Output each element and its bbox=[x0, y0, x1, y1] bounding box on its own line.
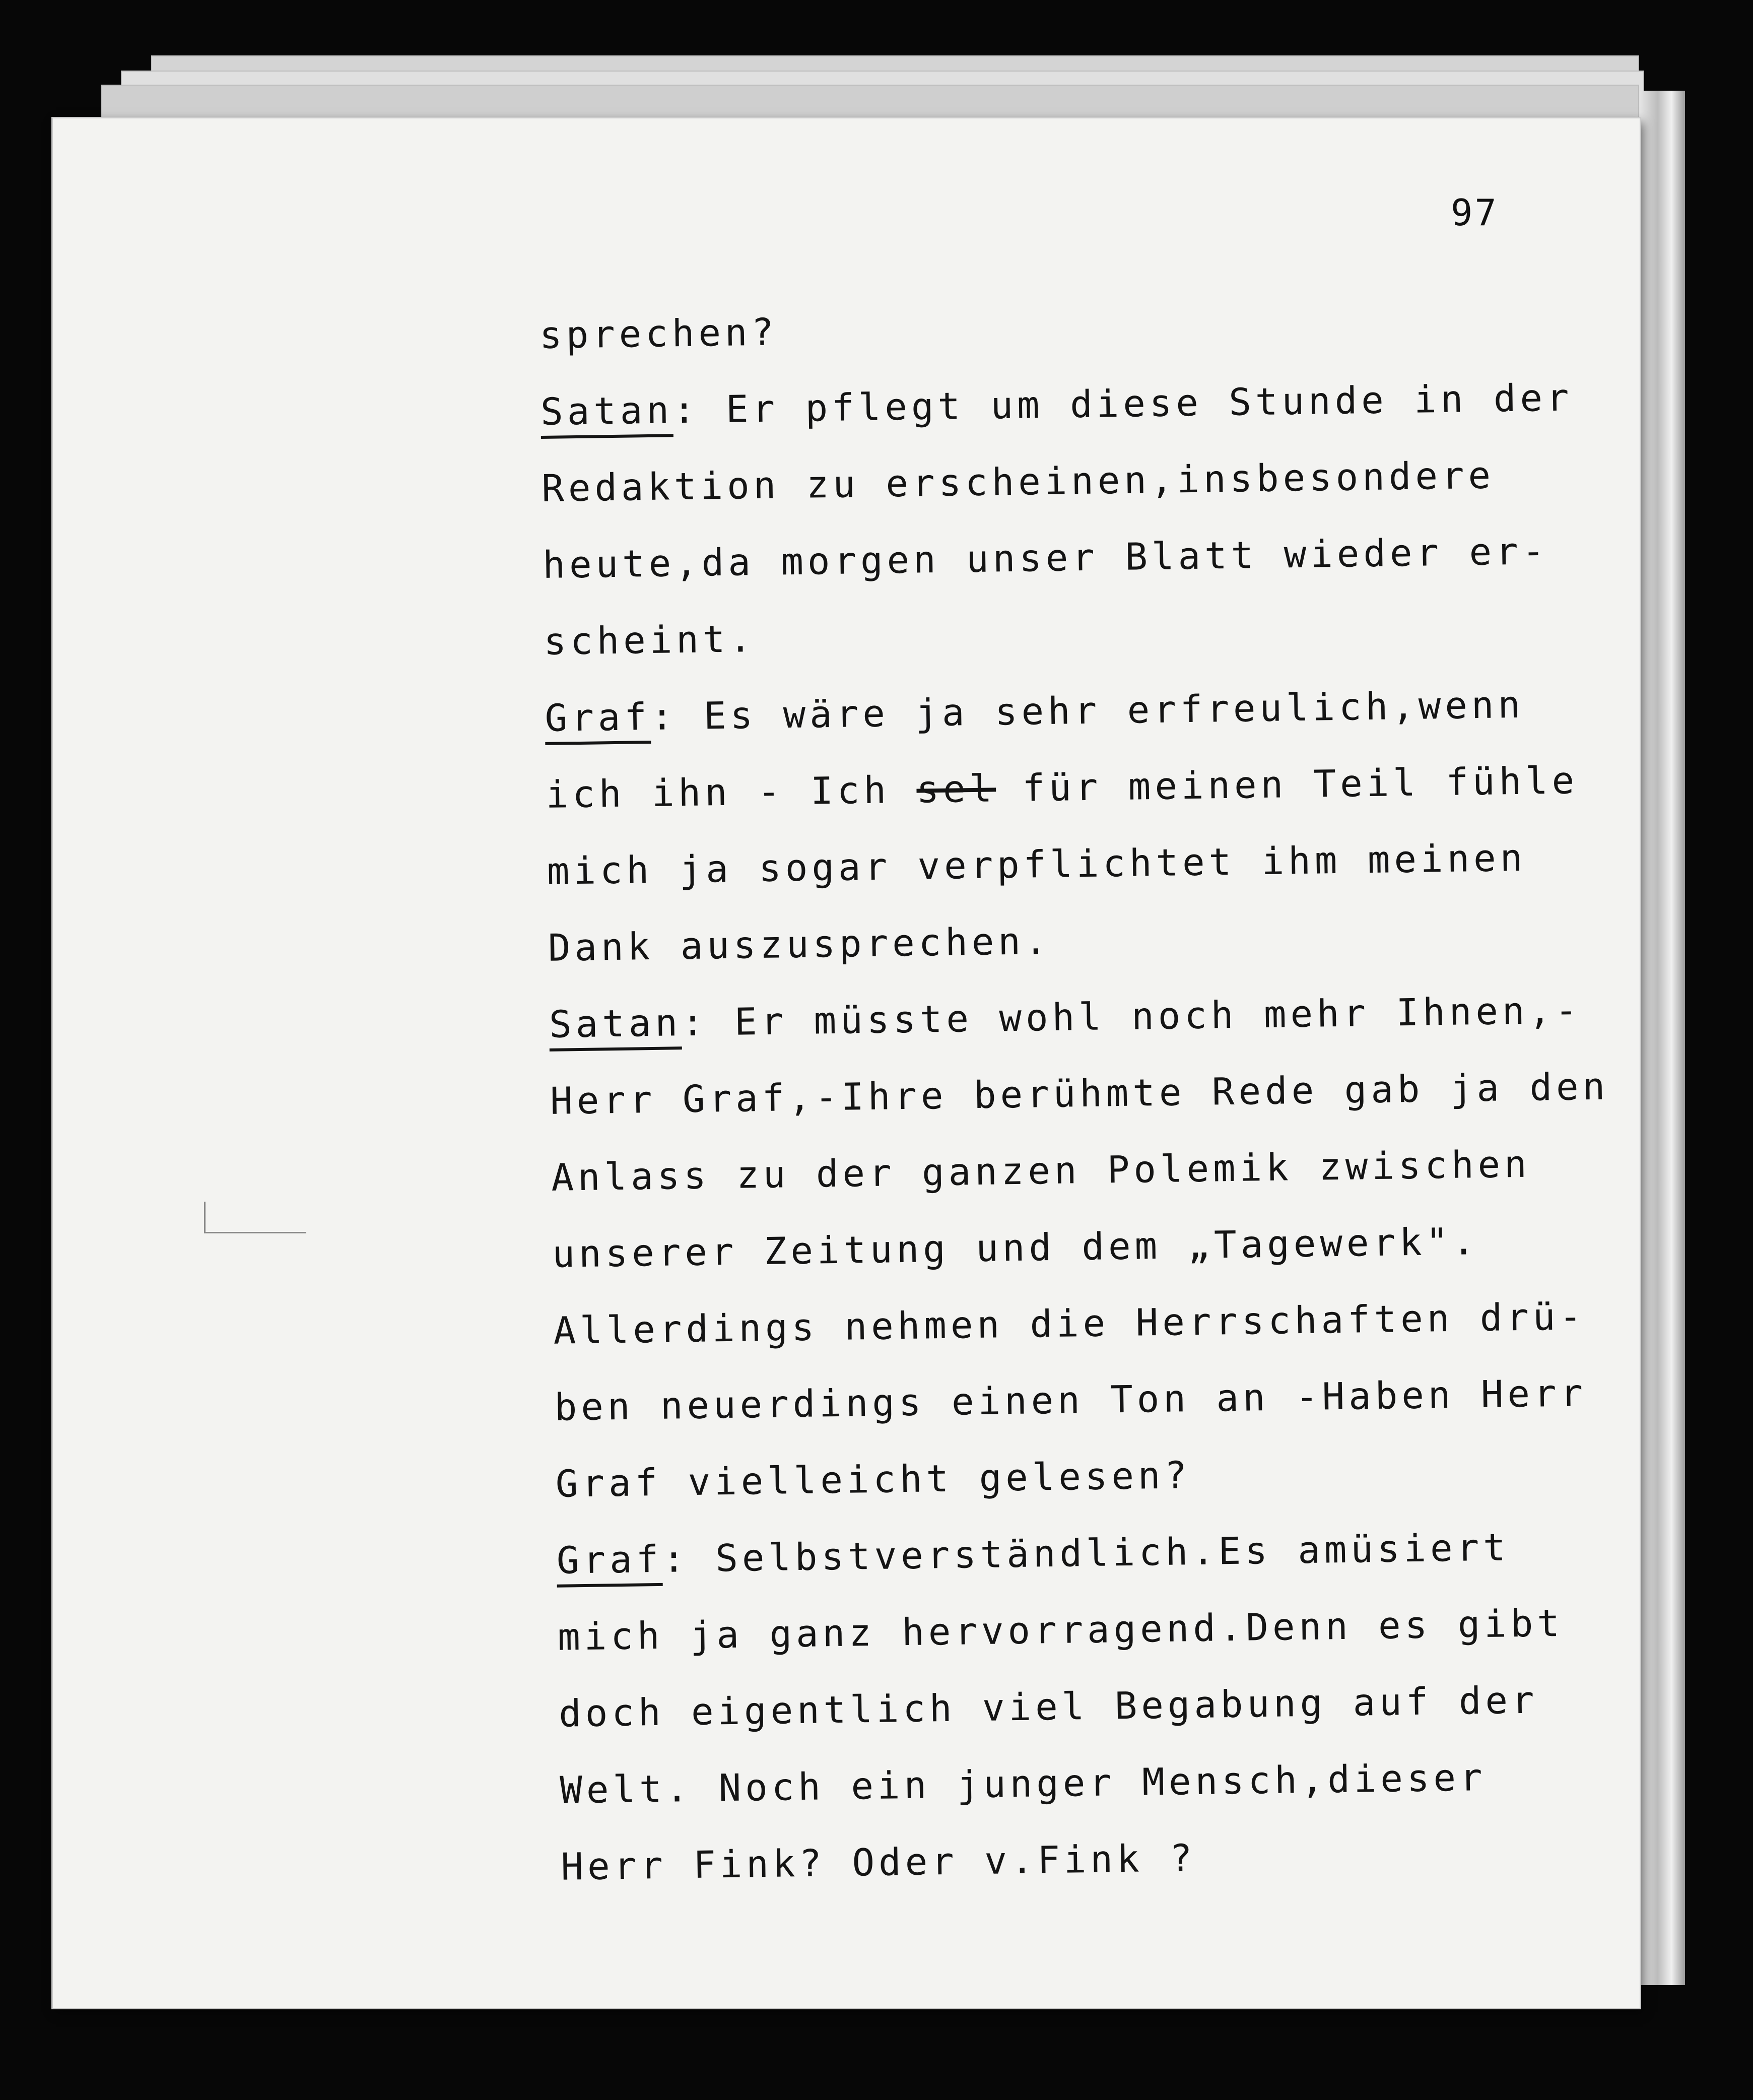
text-line: Allerdings nehmen die Herrschaften drü- bbox=[553, 1295, 1586, 1353]
text-line: Redaktion zu erscheinen,insbesondere bbox=[541, 453, 1495, 510]
typescript-body bbox=[539, 283, 1609, 1906]
text-line: mich ja ganz hervorragend.Denn es gibt bbox=[557, 1601, 1564, 1659]
text-line: Graf vielleicht gelesen? bbox=[555, 1454, 1191, 1506]
speaker-name: Graf bbox=[556, 1538, 663, 1588]
text-line: scheint. bbox=[543, 617, 756, 664]
text-line: Welt. Noch ein junger Mensch,dieser bbox=[559, 1756, 1487, 1812]
speaker-name: Satan bbox=[549, 1001, 682, 1052]
text-line: ben neuerdings einen Ton an -Haben Herr bbox=[554, 1371, 1587, 1429]
text-line: Anlass zu der ganzen Polemik zwischen bbox=[551, 1142, 1531, 1200]
text-line: unserer Zeitung und dem „Tagewerk". bbox=[552, 1220, 1479, 1276]
text-line: Satan: Er pflegt um diese Stunde in der bbox=[540, 359, 1589, 450]
text-line: Satan: Er müsste wohl noch mehr Ihnen,- bbox=[549, 972, 1597, 1063]
text-line: doch eigentlich viel Begabung auf der bbox=[558, 1678, 1539, 1736]
text-line: Dank auszusprechen. bbox=[548, 919, 1052, 970]
speaker-name: Satan bbox=[541, 388, 673, 439]
speaker-name: Graf bbox=[545, 695, 651, 745]
text-line: Graf: Selbstverständlich.Es amüsiert bbox=[556, 1508, 1605, 1599]
text-line: Herr Graf,-Ihre berühmte Rede gab ja den bbox=[550, 1065, 1609, 1123]
text-line: heute,da morgen unser Blatt wieder er- bbox=[542, 530, 1549, 587]
text-line: sprechen? bbox=[539, 310, 778, 357]
page-number: 97 bbox=[1451, 191, 1499, 234]
struck-word: sel bbox=[916, 767, 996, 812]
text-line: ich ihn - Ich sel für meinen Teil fühle bbox=[546, 759, 1579, 817]
margin-mark bbox=[204, 1202, 306, 1233]
text-line: Graf: Es wäre ja sehr erfreulich,wenn bbox=[545, 666, 1593, 757]
text-line: mich ja sogar verpflichtet ihm meinen bbox=[547, 836, 1527, 893]
text-line: Herr Fink? Oder v.Fink ? bbox=[560, 1836, 1197, 1889]
stacked-page-edges bbox=[1640, 91, 1685, 1985]
